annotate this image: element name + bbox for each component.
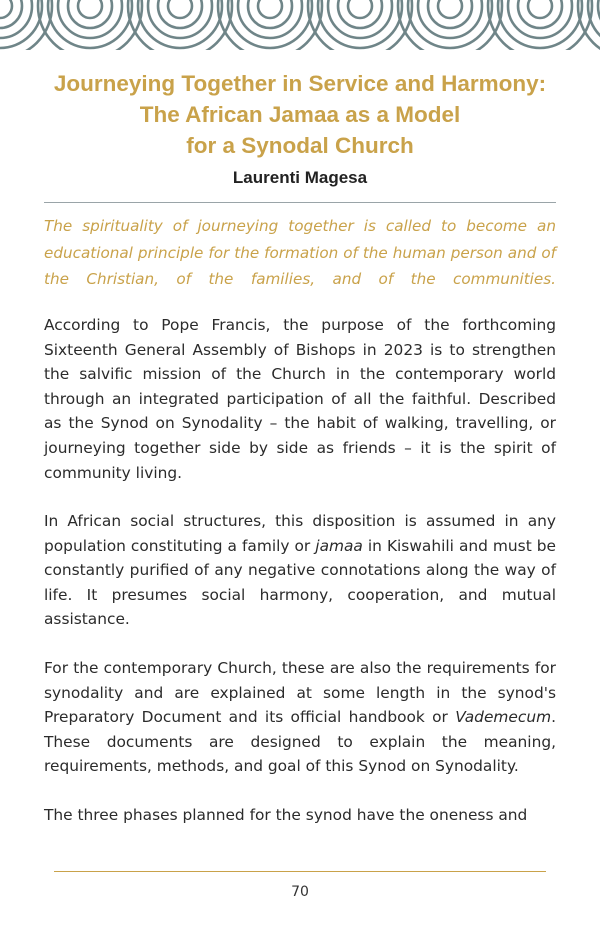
ornament-arc: [438, 0, 462, 18]
ornament-arc: [228, 0, 312, 48]
author-name: Laurenti Magesa: [232, 168, 368, 187]
ornament-arc: [0, 0, 12, 18]
body-paragraph-4: The three phases planned for the synod have the oneness and: [44, 806, 528, 824]
ornament-arc: [498, 0, 582, 48]
divider-bottom: [54, 871, 546, 872]
ornament-arc: [348, 0, 372, 18]
ornament-arc: [138, 0, 222, 48]
ornament-arc: [518, 0, 562, 28]
p3-text-a: For the contemporary Church, these are also the requirements for synodality and are explained at some length in the synod's Preparatory Document and its official handbook or: [44, 659, 556, 727]
p2-text-a: In African social structures, this disposition is assumed in any population constituting a family or: [44, 512, 556, 555]
p3-text-b: . These documents are designed to explain the meaning, requirements, methods, and goal of this Synod on Synodality.: [44, 708, 556, 776]
ornament-arc: [0, 0, 32, 38]
ornament-arc: [78, 0, 102, 18]
body-paragraph-1: According to Pope Francis, the purpose of the forthcoming Sixteenth General Assembly of Bishops in 2023 is to strengthen the salvific mission of the Church in the contemporary world through an integrated participation of all the faithful. Described as the Synod on Synodality – the habit of walking, travelling, or journeying together side by side as friends – it is the spirit of community living.: [44, 316, 556, 482]
ornament-arc: [48, 0, 132, 48]
p2-italic-term: jamaa: [315, 536, 363, 555]
ornament-arc: [68, 0, 112, 28]
title-line-2: The African Jamaa as a Model: [139, 102, 461, 127]
ornament-arc: [168, 0, 192, 18]
body-paragraph-3: [44, 656, 556, 779]
title-line-1: Journeying Together in Service and Harmony:: [53, 71, 547, 96]
p2-text-b: in Kiswahili and must be constantly purified of any negative connotations along the way of life. It presumes social harmony, cooperation, and mutual assistance.: [44, 536, 556, 629]
ornament-arc: [158, 0, 202, 28]
p3-italic-term: Vademecum: [455, 708, 552, 727]
ornament-arc: [338, 0, 382, 28]
ornament-arc: [248, 0, 292, 28]
ornament-arc: [428, 0, 472, 28]
article-title: [20, 68, 580, 161]
ornament-arc: [528, 0, 552, 18]
body-paragraph-2: [44, 509, 556, 632]
epigraph-quote: The spirituality of journeying together is called to become an educational principle for the formation of the human person and of the Christian, of the families, and of the communities.: [44, 217, 556, 288]
ornament-arc: [408, 0, 492, 48]
divider-top: [44, 202, 556, 203]
ornament-arc: [318, 0, 402, 48]
header-ornament: [0, 0, 600, 50]
page-number: 70: [291, 884, 309, 900]
title-line-3: for a Synodal Church: [186, 133, 414, 158]
ornament-arc: [258, 0, 282, 18]
